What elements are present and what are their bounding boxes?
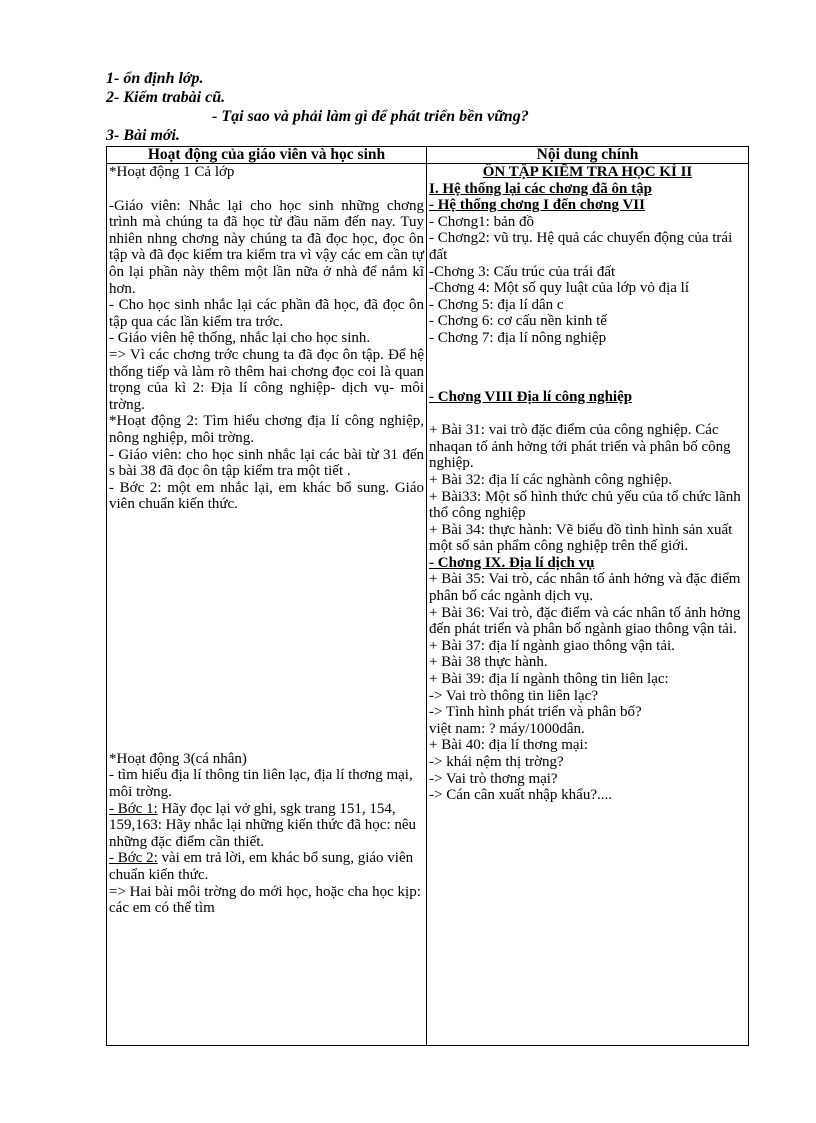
activity-2-text: - Bớc 2: một em nhắc lại, em khác bổ sung. Giáo viên chuẩn kiến thức. — [109, 479, 424, 513]
activity-2-title: *Hoạt động 2: Tìm hiểu chơng địa lí công nghiệp, nông nghiệp, môi trờng. — [109, 413, 424, 446]
item-2: 2- Kiểm trabài cũ. — [106, 89, 226, 106]
lesson-item: + Bài 38 thực hành. — [429, 654, 548, 671]
question-item: -> Vai trò thông tin liên lạc? — [429, 687, 598, 704]
item-3: 3- Bài mới. — [106, 127, 180, 144]
lesson-item: + Bài 31: vai trò đặc điểm của công nghiệp. Các nhaqan tố ảnh hởng tới phát triển và phân bố công nghiệp. — [429, 422, 731, 472]
activity-1-text: - Giáo viên hệ thống, nhắc lại cho học sinh. — [109, 330, 371, 347]
chapter-item: - Chơng2: vũ trụ. Hệ quả các chuyển động của trái đất — [429, 230, 733, 263]
activity-3-text: => Hai bài môi trờng do mới học, hoặc cha học kịp: các em có thể tìm — [109, 883, 421, 917]
chapter-item: - Chơng1: bản đồ — [429, 213, 535, 230]
step1-label: - Bớc 1: — [109, 800, 158, 817]
activity-1-title: *Hoạt động 1 Cả lớp — [109, 164, 235, 180]
chapter-item: - Chơng 6: cơ cấu nền kinh tế — [429, 313, 607, 330]
lesson-item: + Bài 32: địa lí các nghành công nghiệp. — [429, 471, 672, 488]
lesson-table — [106, 146, 749, 1046]
lesson-item: + Bài 36: Vai trò, đặc điểm và các nhân tố ảnh hởng đến phát triển và phân bố ngành giao thông vận tải. — [429, 604, 741, 638]
question-item: -> Cán cân xuất nhập khẩu?.... — [429, 787, 612, 804]
lesson-item: + Bài 39: địa lí ngành thông tin liên lạc: — [429, 671, 669, 688]
review-title: ÔN TẬP KIỂM TRA HỌC KÌ II — [482, 164, 693, 180]
activity-1-text: -Giáo viên: Nhắc lại cho học sinh những chơng trình mà chúng ta đã học từ đầu năm đến nay. Tuy nhiên nhng chơng này chúng ta đã đọc học, đọc ôn tập và đã đọc kiểm tra kiểm tra vì vậy các em cần tự ôn lại phần này thêm một lần nữa ở nhà để nắm kĩ hơn. — [109, 197, 424, 297]
section-2-heading: - Chơng VIII Địa lí công nghiệp — [429, 388, 633, 405]
lesson-item: + Bài 34: thực hành: Vẽ biểu đồ tình hình sản xuất một số sản phẩm công nghiệp trên thế giới. — [429, 521, 733, 555]
activity-3-step2 — [109, 850, 424, 883]
section-3-heading: - Chơng IX. Địa lí dịch vụ — [429, 554, 595, 571]
section-1-subheading: - Hệ thống chơng I đến chơng VII — [429, 197, 645, 214]
question-item: -> khái nệm thị trờng? — [429, 754, 564, 770]
lesson-item: + Bài33: Một số hình thức chủ yếu của tổ chức lãnh thổ công nghiệp — [429, 488, 741, 522]
chapter-item: -Chơng 4: Một số quy luật của lớp vỏ địa lí — [429, 280, 690, 297]
activity-3-title: *Hoạt động 3(cá nhân) — [109, 750, 247, 767]
lesson-item: + Bài 35: Vai trò, các nhân tố ảnh hởng và đặc điểm phân bố các ngành dịch vụ. — [429, 571, 741, 605]
lesson-item: + Bài 37: địa lí ngành giao thông vận tải. — [429, 637, 675, 654]
question-item: việt nam: ? máy/1000dân. — [429, 720, 585, 737]
step1-text: Hãy đọc lại vở ghi, sgk trang 151, 154, 159,163: Hãy nhắc lại những kiến thức đã học: nêu những đặc điểm cần thiết. — [109, 800, 417, 850]
step2-label: - Bớc 2: — [109, 850, 158, 867]
col-header-content: Nội dung chính — [427, 147, 749, 164]
activity-1-text: - Cho học sinh nhắc lại các phần đã học, đã đọc ôn tập qua các lần kiểm tra trớc. — [109, 297, 424, 330]
chapter-item: - Chơng 7: địa lí nông nghiệp — [429, 329, 607, 346]
chapter-item: -Chơng 3: Cấu trúc của trái đất — [429, 263, 616, 280]
chapter-item: - Chơng 5: địa lí dân c — [429, 296, 564, 313]
item-1: 1- ổn định lớp. — [106, 70, 204, 87]
activity-2-text: - Giáo viên: cho học sinh nhắc lại các bài từ 31 đến s bài 38 đã đọc ôn tập kiểm tra một tiết . — [109, 446, 424, 480]
lesson-item: + Bài 40: địa lí thơng mại: — [429, 737, 588, 754]
question-item: -> Vai trò thơng mại? — [429, 770, 558, 787]
question-item: -> Tình hình phát triển và phân bố? — [429, 704, 642, 721]
content-cell — [427, 164, 749, 1046]
activities-cell — [107, 164, 427, 1046]
step2-text: vài em trả lời, em khác bổ sung, giáo viên chuẩn kiến thức. — [109, 850, 414, 884]
activity-3-text: - tìm hiểu địa lí thông tin liên lạc, địa lí thơng mại, môi trờng. — [109, 767, 413, 801]
activity-1-text: => Vì các chơng trớc chung ta đã đọc ôn tập. Để hệ thống tiếp và làm rõ thêm hai chơng đọc coi là quan trọng của kì 2: Địa lí công nghiệp- dịch vụ- môi trờng. — [109, 346, 424, 413]
review-question: - Tại sao và phải làm gì để phát triển bền vững? — [212, 108, 529, 125]
section-1-heading: I. Hệ thống lại các chơng đã ôn tập — [429, 180, 652, 197]
col-header-activities: Hoạt động của giáo viên và học sinh — [107, 147, 427, 164]
activity-3-step1 — [109, 801, 424, 851]
